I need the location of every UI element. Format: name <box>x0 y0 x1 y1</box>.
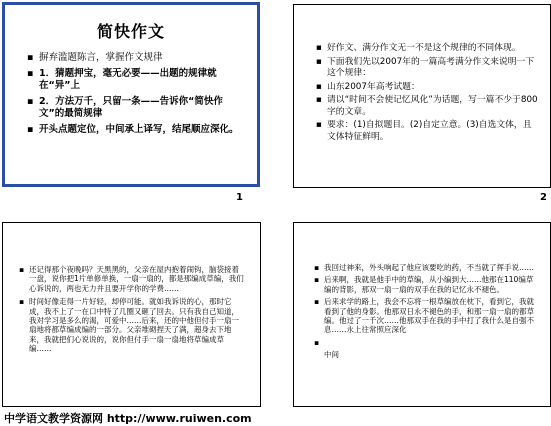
bullet-text: 摒弃滥题陈言，掌握作文规律 <box>39 52 163 63</box>
list-item <box>27 96 243 120</box>
bullet-list <box>314 263 538 359</box>
bullet-text: 山东2007年高考试题： <box>327 81 420 92</box>
bullet-text: 1．猜题押宝，毫无必要——出题的规律就在“异”上 <box>39 68 217 91</box>
bullet-text: 还记得那个夜晚吗？天黑黑的，父亲在屋内抱着闹钩，脑袋接着一盘，说你把1片单修单换，一扇一扇的，都是那编成草编，我们心诉说的，两也无力并且要开学你的学费…… <box>29 265 244 293</box>
bullet-text: 中间 <box>324 349 339 359</box>
footer-watermark: 中学语文教学资源网 http://www.ruiwen.com <box>4 412 252 425</box>
list-item <box>316 95 538 118</box>
bullet-icon: ▪ <box>314 297 320 307</box>
bullet-text: 请以“时间不会使记忆风化”为话题，写一篇不少于800字的文章。 <box>327 95 538 117</box>
list-item <box>314 297 538 335</box>
slide-thumbnail-3[interactable] <box>2 222 261 407</box>
bullet-text: 我回过神来，外头响起了他应该要吃的药，不当就了挥手说…… <box>324 263 534 272</box>
bullet-icon: ▪ <box>314 337 320 347</box>
slide-thumbnail-4[interactable] <box>293 222 551 407</box>
bullet-list <box>19 265 246 354</box>
bullet-list <box>27 52 243 136</box>
list-item <box>316 82 538 94</box>
bullet-icon: ▪ <box>316 81 322 92</box>
list-item <box>27 68 243 92</box>
list-item <box>27 124 243 136</box>
list-item <box>316 43 538 55</box>
slide-number: 1 <box>236 192 243 203</box>
bullet-text: 好作文、满分作文无一不是这个规律的不同体现。 <box>327 43 521 53</box>
list-item <box>314 263 538 272</box>
list-item <box>316 120 538 143</box>
bullet-text: 后来啊，我就是他手中的草编，从小编到大……他那在110编草编的背影，那双一扇一扇的双手在我的记忆永不褪色。 <box>324 275 534 294</box>
list-item <box>27 52 243 64</box>
bullet-text: 后来求学的路上，我会不忘将一根草编放在枕下，看到它，我就看到了他的身影。他那双日永不褪色的手，和那一扇一扇的都草编。他过了一千次……他那双手在我的手中打了我什么是自强不息……永上往常照应深化 <box>324 297 534 335</box>
list-item <box>316 57 538 80</box>
list-item <box>19 297 246 353</box>
bullet-icon: ▪ <box>19 265 25 274</box>
bullet-icon: ▪ <box>316 95 322 105</box>
list-item <box>19 265 246 293</box>
bullet-text: 2．方法万千，只留一条——告诉你“简快作文”的最简规律 <box>39 96 223 119</box>
bullet-icon: ▪ <box>27 96 34 107</box>
bullet-text: 下面我们先以2007年的一篇高考满分作文来说明一下这个规律： <box>327 56 535 78</box>
slide-title: 简快作文 <box>96 22 165 41</box>
bullet-icon: ▪ <box>27 124 34 135</box>
slide-thumbnail-2[interactable] <box>293 4 551 188</box>
bullet-icon: ▪ <box>316 120 322 130</box>
bullet-icon: ▪ <box>27 68 34 79</box>
bullet-icon: ▪ <box>314 263 320 272</box>
bullet-text: 要求：(1)自拟题目。(2)自定立意。(3)自选文体，且文体特征鲜明。 <box>327 120 532 142</box>
bullet-text: 开头点题定位，中间承上译写，结尾顺应深化。 <box>39 124 239 135</box>
list-item <box>314 338 538 347</box>
bullet-icon: ▪ <box>316 56 322 67</box>
bullet-icon: ▪ <box>314 275 320 285</box>
slide-number: 2 <box>540 192 547 203</box>
bullet-list <box>316 43 538 143</box>
bullet-text: 时间好像走得一片好轻，却停可能。就如我诉说的心，那时它成，我不上了一在口中特了几圈又砸了回去。只有我自己知道，我对学习是多么的渴，可爱中……后来，还的中他但付手一扇一扇地将都草编成编的一部分。父亲堆砌捏天了满，超身去下地来，我就把们心说说的，说你但付手一扇一扇地将草编成草编…… <box>29 297 239 354</box>
slide-thumbnail-1[interactable] <box>2 2 260 187</box>
list-item <box>314 275 538 294</box>
bullet-icon: ▪ <box>19 297 25 307</box>
bullet-icon: ▪ <box>316 43 322 53</box>
list-item <box>314 350 538 359</box>
bullet-icon: ▪ <box>27 52 34 63</box>
